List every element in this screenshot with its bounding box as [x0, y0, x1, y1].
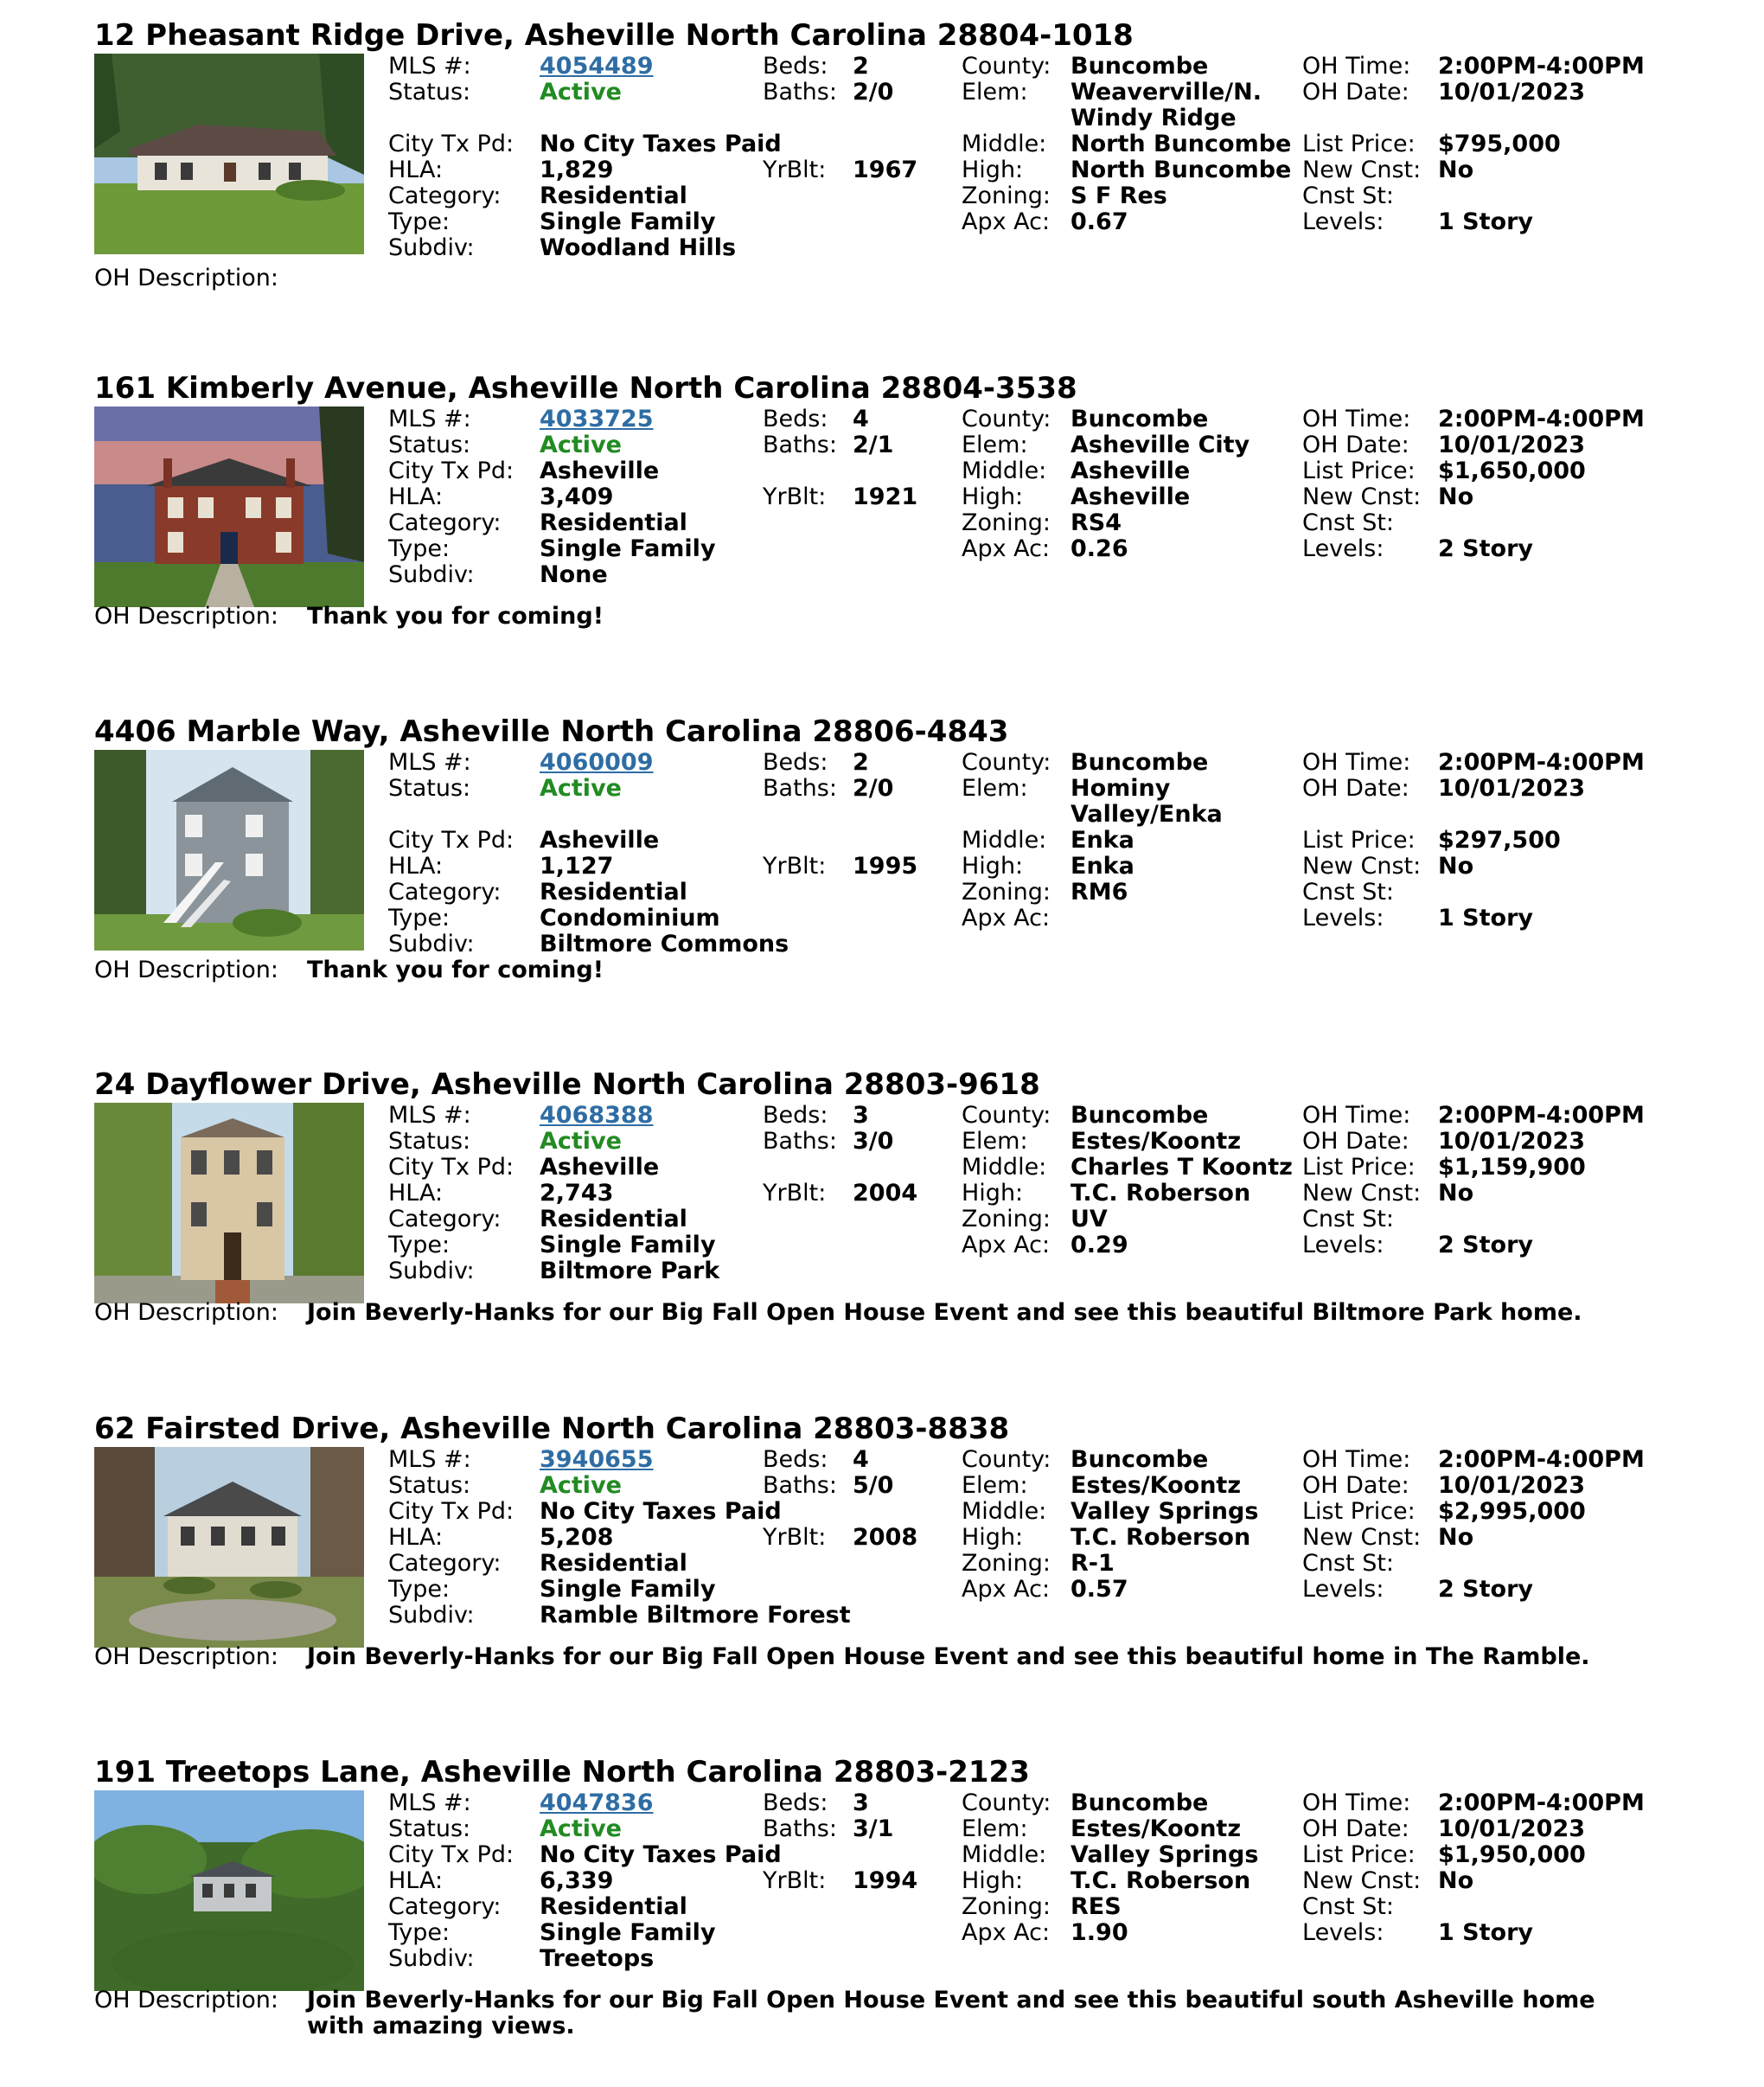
apx-ac-value: 0.26	[1071, 535, 1128, 562]
oh-date-label: OH Date:	[1302, 79, 1409, 106]
levels-value: 1 Story	[1438, 1919, 1534, 1946]
levels-label: Levels:	[1302, 1232, 1384, 1258]
category-label: Category:	[388, 1893, 502, 1920]
levels-label: Levels:	[1302, 1576, 1384, 1603]
elem-value: Estes/Koontz	[1071, 1472, 1242, 1499]
hla-value: 1,127	[540, 853, 614, 880]
beds-value: 3	[853, 1102, 869, 1129]
listing-card	[0, 1393, 1764, 1739]
oh-date-value: 10/01/2023	[1438, 1815, 1586, 1842]
aerial-home-photo	[94, 1790, 364, 1991]
middle-value: Valley Springs	[1071, 1498, 1259, 1525]
mls-label: MLS #:	[388, 1446, 471, 1473]
listing-card	[0, 353, 1764, 699]
new-cnst-label: New Cnst:	[1302, 1180, 1422, 1207]
city-tax-label: City Tx Pd:	[388, 1154, 514, 1181]
mls-label: MLS #:	[388, 406, 471, 432]
status-label: Status:	[388, 1128, 471, 1155]
baths-value: 3/1	[853, 1815, 894, 1842]
city-tax-label: City Tx Pd:	[388, 827, 514, 854]
hla-label: HLA:	[388, 483, 444, 510]
oh-time-value: 2:00PM-4:00PM	[1438, 749, 1645, 776]
middle-label: Middle:	[962, 827, 1047, 854]
listing-card	[0, 1737, 1764, 2083]
cnst-st-label: Cnst St:	[1302, 1206, 1395, 1232]
oh-time-value: 2:00PM-4:00PM	[1438, 53, 1645, 80]
mls-number-link[interactable]: 4054489	[540, 53, 654, 80]
new-cnst-value: No	[1438, 853, 1474, 880]
apx-ac-value: 1.90	[1071, 1919, 1128, 1946]
oh-time-label: OH Time:	[1302, 1789, 1411, 1816]
status-label: Status:	[388, 79, 471, 106]
high-label: High:	[962, 1524, 1024, 1551]
status-value: Active	[540, 79, 622, 106]
category-label: Category:	[388, 182, 502, 209]
city-tax-value: Asheville	[540, 1154, 660, 1181]
beds-label: Beds:	[763, 53, 828, 80]
oh-description-value: Join Beverly-Hanks for our Big Fall Open House Event and see this beautiful Biltmore Park home.	[307, 1299, 1582, 1326]
county-label: County:	[962, 53, 1051, 80]
subdiv-label: Subdiv:	[388, 1258, 475, 1284]
zoning-label: Zoning:	[962, 509, 1051, 536]
oh-time-value: 2:00PM-4:00PM	[1438, 1446, 1645, 1473]
hla-label: HLA:	[388, 1524, 444, 1551]
county-label: County:	[962, 1446, 1051, 1473]
beds-value: 2	[853, 749, 869, 776]
list-price-label: List Price:	[1302, 1498, 1416, 1525]
category-value: Residential	[540, 1550, 687, 1577]
high-label: High:	[962, 1180, 1024, 1207]
type-label: Type:	[388, 1232, 451, 1258]
mls-number-link[interactable]: 4068388	[540, 1102, 654, 1129]
high-label: High:	[962, 157, 1024, 183]
hla-label: HLA:	[388, 1867, 444, 1894]
middle-value: Valley Springs	[1071, 1841, 1259, 1868]
status-label: Status:	[388, 775, 471, 802]
high-value: Asheville	[1071, 483, 1191, 510]
elem-label: Elem:	[962, 775, 1028, 802]
elem-label: Elem:	[962, 1128, 1028, 1155]
zoning-value: RM6	[1071, 879, 1128, 906]
elem-label: Elem:	[962, 432, 1028, 458]
zoning-value: R-1	[1071, 1550, 1115, 1577]
zoning-value: RES	[1071, 1893, 1122, 1920]
levels-label: Levels:	[1302, 905, 1384, 931]
oh-description-label: OH Description:	[94, 265, 279, 291]
list-price-value: $2,995,000	[1438, 1498, 1586, 1525]
middle-value: North Buncombe	[1071, 131, 1292, 157]
levels-label: Levels:	[1302, 208, 1384, 235]
elem-value: Asheville City	[1071, 432, 1250, 458]
stucco-house-photo	[94, 1103, 364, 1303]
yrblt-value: 1921	[853, 483, 918, 510]
middle-value: Enka	[1071, 827, 1134, 854]
baths-label: Baths:	[763, 79, 837, 106]
category-value: Residential	[540, 879, 687, 906]
new-cnst-value: No	[1438, 1867, 1474, 1894]
middle-label: Middle:	[962, 131, 1047, 157]
oh-description-label: OH Description:	[94, 603, 279, 630]
county-value: Buncombe	[1071, 53, 1209, 80]
oh-time-label: OH Time:	[1302, 1102, 1411, 1129]
list-price-value: $1,950,000	[1438, 1841, 1586, 1868]
city-tax-label: City Tx Pd:	[388, 1498, 514, 1525]
hla-label: HLA:	[388, 157, 444, 183]
oh-date-value: 10/01/2023	[1438, 432, 1586, 458]
oh-description-value: Join Beverly-Hanks for our Big Fall Open House Event and see this beautiful home in The Ramble.	[307, 1643, 1590, 1670]
subdiv-value: Biltmore Commons	[540, 931, 789, 957]
type-label: Type:	[388, 535, 451, 562]
county-label: County:	[962, 1102, 1051, 1129]
brick-colonial-photo	[94, 407, 364, 607]
oh-description-label: OH Description:	[94, 957, 279, 983]
new-cnst-label: New Cnst:	[1302, 157, 1422, 183]
oh-description-value: Thank you for coming!	[307, 603, 604, 630]
cnst-st-label: Cnst St:	[1302, 1893, 1395, 1920]
levels-label: Levels:	[1302, 1919, 1384, 1946]
apx-ac-label: Apx Ac:	[962, 905, 1051, 931]
middle-label: Middle:	[962, 1154, 1047, 1181]
subdiv-label: Subdiv:	[388, 561, 475, 588]
status-value: Active	[540, 1815, 622, 1842]
condo-stairs-photo	[94, 750, 364, 951]
oh-date-value: 10/01/2023	[1438, 1472, 1586, 1499]
hla-label: HLA:	[388, 1180, 444, 1207]
middle-label: Middle:	[962, 1841, 1047, 1868]
oh-description-value: Thank you for coming!	[307, 957, 604, 983]
apx-ac-label: Apx Ac:	[962, 1576, 1051, 1603]
high-value: T.C. Roberson	[1071, 1867, 1251, 1894]
cnst-st-label: Cnst St:	[1302, 509, 1395, 536]
list-price-value: $1,159,900	[1438, 1154, 1586, 1181]
subdiv-value: Treetops	[540, 1945, 655, 1972]
beds-label: Beds:	[763, 1789, 828, 1816]
zoning-label: Zoning:	[962, 182, 1051, 209]
type-label: Type:	[388, 208, 451, 235]
category-label: Category:	[388, 509, 502, 536]
city-tax-label: City Tx Pd:	[388, 131, 514, 157]
city-tax-label: City Tx Pd:	[388, 1841, 514, 1868]
list-price-value: $1,650,000	[1438, 458, 1586, 484]
levels-value: 2 Story	[1438, 1232, 1534, 1258]
zoning-value: S F Res	[1071, 182, 1167, 209]
new-cnst-label: New Cnst:	[1302, 1524, 1422, 1551]
yrblt-label: YrBlt:	[763, 157, 827, 183]
mls-label: MLS #:	[388, 1102, 471, 1129]
zoning-label: Zoning:	[962, 1550, 1051, 1577]
list-price-label: List Price:	[1302, 458, 1416, 484]
hla-value: 3,409	[540, 483, 614, 510]
category-value: Residential	[540, 1206, 687, 1232]
list-price-label: List Price:	[1302, 827, 1416, 854]
elem-label: Elem:	[962, 1472, 1028, 1499]
high-label: High:	[962, 853, 1024, 880]
baths-value: 3/0	[853, 1128, 894, 1155]
type-label: Type:	[388, 1576, 451, 1603]
estate-home-photo	[94, 1447, 364, 1648]
oh-description-label: OH Description:	[94, 1643, 279, 1670]
apx-ac-label: Apx Ac:	[962, 208, 1051, 235]
baths-value: 2/0	[853, 79, 894, 106]
oh-date-value: 10/01/2023	[1438, 79, 1586, 106]
yrblt-value: 1967	[853, 157, 918, 183]
type-value: Condominium	[540, 905, 720, 931]
county-value: Buncombe	[1071, 749, 1209, 776]
apx-ac-label: Apx Ac:	[962, 1919, 1051, 1946]
city-tax-value: Asheville	[540, 827, 660, 854]
list-price-value: $297,500	[1438, 827, 1561, 854]
type-value: Single Family	[540, 1232, 716, 1258]
elem-label: Elem:	[962, 79, 1028, 106]
type-label: Type:	[388, 1919, 451, 1946]
zoning-value: UV	[1071, 1206, 1108, 1232]
levels-value: 1 Story	[1438, 905, 1534, 931]
oh-date-label: OH Date:	[1302, 775, 1409, 802]
mls-label: MLS #:	[388, 749, 471, 776]
oh-date-label: OH Date:	[1302, 1815, 1409, 1842]
listing-address: 191 Treetops Lane, Asheville North Carolina 28803-2123	[94, 1755, 1030, 1789]
new-cnst-label: New Cnst:	[1302, 853, 1422, 880]
baths-label: Baths:	[763, 1815, 837, 1842]
oh-time-label: OH Time:	[1302, 53, 1411, 80]
oh-date-label: OH Date:	[1302, 432, 1409, 458]
subdiv-label: Subdiv:	[388, 1945, 475, 1972]
apx-ac-label: Apx Ac:	[962, 1232, 1051, 1258]
apx-ac-value: 0.67	[1071, 208, 1128, 235]
mls-number-link[interactable]: 3940655	[540, 1446, 654, 1473]
beds-value: 2	[853, 53, 869, 80]
cnst-st-label: Cnst St:	[1302, 1550, 1395, 1577]
oh-time-label: OH Time:	[1302, 1446, 1411, 1473]
ranch-house-photo	[94, 54, 364, 254]
levels-value: 1 Story	[1438, 208, 1534, 235]
type-value: Single Family	[540, 535, 716, 562]
beds-value: 3	[853, 1789, 869, 1816]
cnst-st-label: Cnst St:	[1302, 182, 1395, 209]
county-label: County:	[962, 749, 1051, 776]
high-value: North Buncombe	[1071, 157, 1292, 183]
city-tax-value: No City Taxes Paid	[540, 1498, 782, 1525]
category-label: Category:	[388, 1550, 502, 1577]
county-value: Buncombe	[1071, 1789, 1209, 1816]
beds-label: Beds:	[763, 749, 828, 776]
status-value: Active	[540, 432, 622, 458]
baths-label: Baths:	[763, 1128, 837, 1155]
city-tax-label: City Tx Pd:	[388, 458, 514, 484]
yrblt-value: 1994	[853, 1867, 918, 1894]
oh-time-label: OH Time:	[1302, 749, 1411, 776]
new-cnst-value: No	[1438, 1524, 1474, 1551]
high-value: Enka	[1071, 853, 1134, 880]
city-tax-value: No City Taxes Paid	[540, 131, 782, 157]
middle-label: Middle:	[962, 458, 1047, 484]
yrblt-label: YrBlt:	[763, 1180, 827, 1207]
subdiv-label: Subdiv:	[388, 1602, 475, 1629]
levels-value: 2 Story	[1438, 1576, 1534, 1603]
listing-address: 24 Dayflower Drive, Asheville North Carolina 28803-9618	[94, 1067, 1040, 1102]
type-label: Type:	[388, 905, 451, 931]
status-value: Active	[540, 1472, 622, 1499]
yrblt-value: 2004	[853, 1180, 918, 1207]
subdiv-value: None	[540, 561, 608, 588]
yrblt-value: 1995	[853, 853, 918, 880]
yrblt-label: YrBlt:	[763, 483, 827, 510]
listing-card	[0, 696, 1764, 1042]
category-value: Residential	[540, 1893, 687, 1920]
middle-value: Asheville	[1071, 458, 1191, 484]
high-value: T.C. Roberson	[1071, 1180, 1251, 1207]
beds-value: 4	[853, 406, 869, 432]
new-cnst-value: No	[1438, 1180, 1474, 1207]
zoning-label: Zoning:	[962, 1893, 1051, 1920]
baths-label: Baths:	[763, 1472, 837, 1499]
city-tax-value: Asheville	[540, 458, 660, 484]
yrblt-value: 2008	[853, 1524, 918, 1551]
type-value: Single Family	[540, 208, 716, 235]
elem-value: Hominy Valley/Enka	[1071, 775, 1223, 828]
high-label: High:	[962, 483, 1024, 510]
list-price-label: List Price:	[1302, 1154, 1416, 1181]
status-value: Active	[540, 1128, 622, 1155]
cnst-st-label: Cnst St:	[1302, 879, 1395, 906]
oh-time-value: 2:00PM-4:00PM	[1438, 1789, 1645, 1816]
new-cnst-value: No	[1438, 483, 1474, 510]
baths-value: 5/0	[853, 1472, 894, 1499]
county-value: Buncombe	[1071, 406, 1209, 432]
subdiv-label: Subdiv:	[388, 931, 475, 957]
beds-label: Beds:	[763, 406, 828, 432]
high-label: High:	[962, 1867, 1024, 1894]
baths-label: Baths:	[763, 775, 837, 802]
subdiv-label: Subdiv:	[388, 234, 475, 261]
oh-time-value: 2:00PM-4:00PM	[1438, 1102, 1645, 1129]
category-label: Category:	[388, 1206, 502, 1232]
type-value: Single Family	[540, 1919, 716, 1946]
city-tax-value: No City Taxes Paid	[540, 1841, 782, 1868]
oh-date-label: OH Date:	[1302, 1128, 1409, 1155]
yrblt-label: YrBlt:	[763, 1524, 827, 1551]
county-label: County:	[962, 406, 1051, 432]
hla-value: 6,339	[540, 1867, 614, 1894]
county-value: Buncombe	[1071, 1446, 1209, 1473]
hla-label: HLA:	[388, 853, 444, 880]
subdiv-value: Ramble Biltmore Forest	[540, 1602, 851, 1629]
beds-value: 4	[853, 1446, 869, 1473]
category-value: Residential	[540, 182, 687, 209]
status-label: Status:	[388, 1815, 471, 1842]
middle-value: Charles T Koontz	[1071, 1154, 1293, 1181]
listing-address: 12 Pheasant Ridge Drive, Asheville North Carolina 28804-1018	[94, 18, 1134, 53]
county-value: Buncombe	[1071, 1102, 1209, 1129]
high-value: T.C. Roberson	[1071, 1524, 1251, 1551]
oh-description-label: OH Description:	[94, 1299, 279, 1326]
hla-value: 1,829	[540, 157, 614, 183]
list-price-label: List Price:	[1302, 1841, 1416, 1868]
subdiv-value: Biltmore Park	[540, 1258, 720, 1284]
oh-time-label: OH Time:	[1302, 406, 1411, 432]
beds-label: Beds:	[763, 1446, 828, 1473]
subdiv-value: Woodland Hills	[540, 234, 737, 261]
hla-value: 5,208	[540, 1524, 614, 1551]
oh-time-value: 2:00PM-4:00PM	[1438, 406, 1645, 432]
mls-number-link[interactable]: 4033725	[540, 406, 654, 432]
apx-ac-label: Apx Ac:	[962, 535, 1051, 562]
zoning-label: Zoning:	[962, 879, 1051, 906]
new-cnst-value: No	[1438, 157, 1474, 183]
mls-number-link[interactable]: 4060009	[540, 749, 654, 776]
status-label: Status:	[388, 432, 471, 458]
baths-value: 2/1	[853, 432, 894, 458]
elem-value: Estes/Koontz	[1071, 1128, 1242, 1155]
oh-description-value: Join Beverly-Hanks for our Big Fall Open House Event and see this beautiful south Asheville home with amazing views.	[307, 1987, 1595, 2039]
baths-value: 2/0	[853, 775, 894, 802]
elem-value: Weaverville/N. Windy Ridge	[1071, 79, 1262, 131]
county-label: County:	[962, 1789, 1051, 1816]
yrblt-label: YrBlt:	[763, 1867, 827, 1894]
levels-value: 2 Story	[1438, 535, 1534, 562]
elem-value: Estes/Koontz	[1071, 1815, 1242, 1842]
yrblt-label: YrBlt:	[763, 853, 827, 880]
oh-description-label: OH Description:	[94, 1987, 279, 2013]
oh-date-value: 10/01/2023	[1438, 775, 1586, 802]
new-cnst-label: New Cnst:	[1302, 483, 1422, 510]
listing-card	[0, 0, 1764, 346]
zoning-label: Zoning:	[962, 1206, 1051, 1232]
type-value: Single Family	[540, 1576, 716, 1603]
new-cnst-label: New Cnst:	[1302, 1867, 1422, 1894]
elem-label: Elem:	[962, 1815, 1028, 1842]
category-label: Category:	[388, 879, 502, 906]
listing-address: 161 Kimberly Avenue, Asheville North Carolina 28804-3538	[94, 371, 1077, 406]
category-value: Residential	[540, 509, 687, 536]
beds-label: Beds:	[763, 1102, 828, 1129]
zoning-value: RS4	[1071, 509, 1122, 536]
status-label: Status:	[388, 1472, 471, 1499]
middle-label: Middle:	[962, 1498, 1047, 1525]
listing-address: 62 Fairsted Drive, Asheville North Carolina 28803-8838	[94, 1412, 1010, 1446]
hla-value: 2,743	[540, 1180, 614, 1207]
list-price-label: List Price:	[1302, 131, 1416, 157]
list-price-value: $795,000	[1438, 131, 1561, 157]
listing-address: 4406 Marble Way, Asheville North Carolina 28806-4843	[94, 714, 1009, 749]
apx-ac-value: 0.29	[1071, 1232, 1128, 1258]
apx-ac-value: 0.57	[1071, 1576, 1128, 1603]
status-value: Active	[540, 775, 622, 802]
mls-label: MLS #:	[388, 1789, 471, 1816]
baths-label: Baths:	[763, 432, 837, 458]
oh-date-label: OH Date:	[1302, 1472, 1409, 1499]
mls-label: MLS #:	[388, 53, 471, 80]
oh-date-value: 10/01/2023	[1438, 1128, 1586, 1155]
levels-label: Levels:	[1302, 535, 1384, 562]
listing-card	[0, 1049, 1764, 1395]
mls-number-link[interactable]: 4047836	[540, 1789, 654, 1816]
